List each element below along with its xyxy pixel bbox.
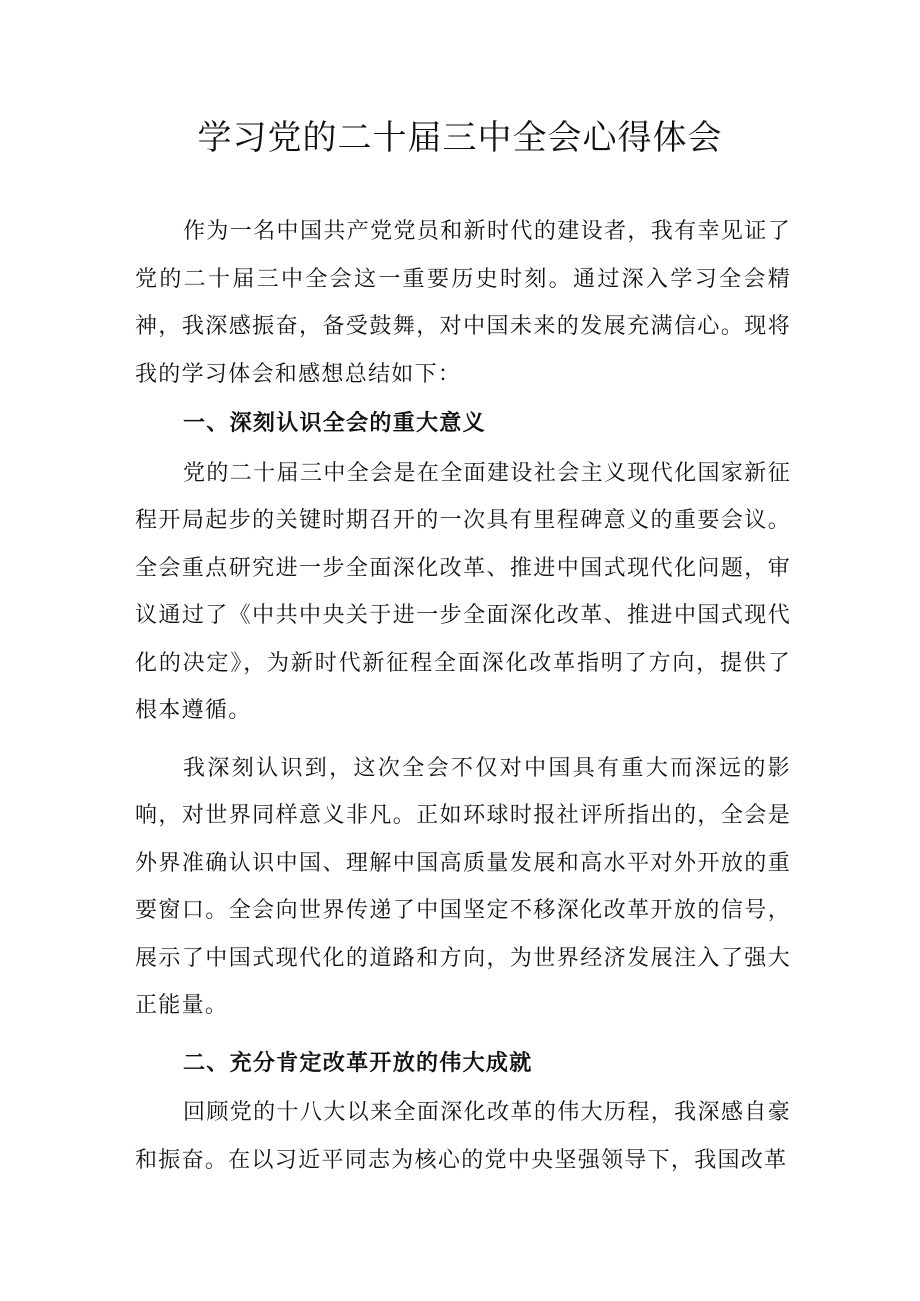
section-heading-1: 一、深刻认识全会的重大意义 bbox=[183, 410, 486, 436]
paragraph-3: 回顾党的十八大以来全面深化改革的伟大历程，我深感自豪和振奋。在以习近平同志为核心的党中央坚强领导下，我国改革 bbox=[135, 1100, 791, 1173]
document-title: 学习党的二十届三中全会心得体会 bbox=[197, 118, 723, 158]
paragraph-2: 我深刻认识到，这次全会不仅对中国具有重大而深远的影响，对世界同样意义非凡。正如环球时报社评所指出的，全会是外界准确认识中国、理解中国高质量发展和高水平对外开放的重要窗口。全会向世界传递了中国坚定不移深化改革开放的信号，展示了中国式现代化的道路和方向，为世界经济发展注入了强大正能量。 bbox=[135, 755, 791, 1018]
section-heading-2: 二、充分肯定改革开放的伟大成就 bbox=[183, 1049, 533, 1076]
intro-paragraph: 作为一名中国共产党党员和新时代的建设者，我有幸见证了党的二十届三中全会这一重要历史时刻。通过深入学习全会精神，我深感振奋，备受鼓舞，对中国未来的发展充满信心。现将我的学习体会和感想总结如下： bbox=[135, 219, 791, 387]
paragraph-1: 党的二十届三中全会是在全面建设社会主义现代化国家新征程开局起步的关键时期召开的一次具有里程碑意义的重要会议。全会重点研究进一步全面深化改革、推进中国式现代化问题，审议通过了《中共中央关于进一步全面深化改革、推进中国式现代化的决定》，为新时代新征程全面深化改革指明了方向，提供了根本遵循。 bbox=[135, 460, 791, 723]
document-body bbox=[135, 208, 791, 1184]
